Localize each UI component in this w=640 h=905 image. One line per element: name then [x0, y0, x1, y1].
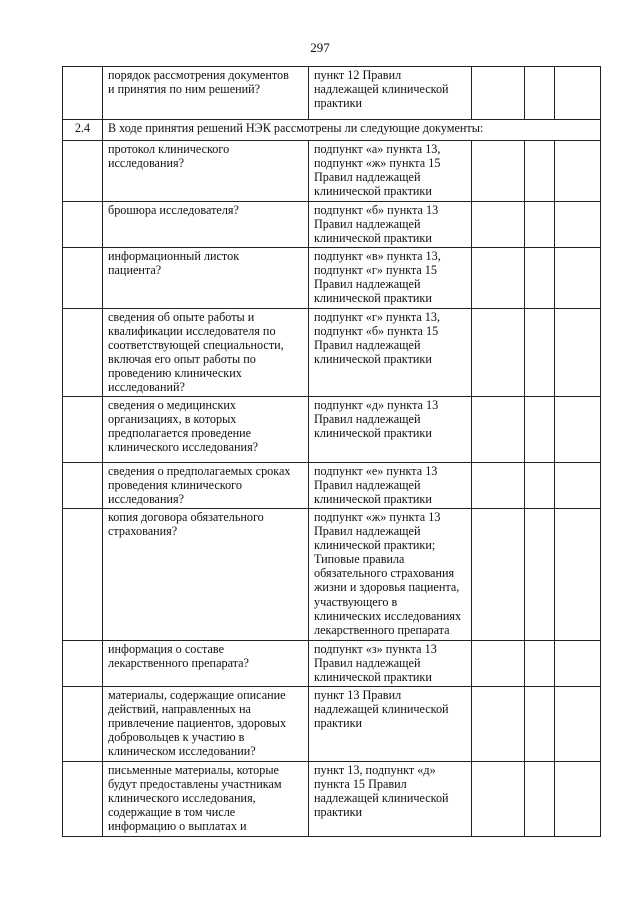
table-row [63, 687, 601, 762]
question-cell: протокол клинического исследования? [103, 141, 309, 202]
number-cell [63, 248, 103, 309]
question-cell: информационный листок пациента? [103, 248, 309, 309]
question-cell: материалы, содержащие описание действий, направленных на привлечение пациентов, здоровых добровольцев к участию в клиническом исследовании? [103, 687, 309, 762]
number-cell [63, 463, 103, 509]
reference-cell: подпункт «ж» пункта 13 Правил надлежащей клинической практики; Типовые правила обязательного страхования жизни и здоровья пациента, участвующего в клинических исследованиях лекарственного препарата [309, 509, 472, 641]
answer-cell-note[interactable] [555, 309, 601, 397]
answer-cell-note[interactable] [555, 762, 601, 837]
answer-cell-note[interactable] [555, 248, 601, 309]
answer-cell-note[interactable] [555, 141, 601, 202]
answer-cell-no[interactable] [525, 248, 555, 309]
checklist-table [62, 66, 601, 837]
number-cell [63, 687, 103, 762]
table-row [63, 202, 601, 248]
question-cell: брошюра исследователя? [103, 202, 309, 248]
question-cell: сведения о медицинских организациях, в которых предполагается проведение клинического исследования? [103, 397, 309, 463]
answer-cell-yes[interactable] [472, 762, 525, 837]
answer-cell-yes[interactable] [472, 397, 525, 463]
number-cell [63, 509, 103, 641]
question-cell: порядок рассмотрения документов и принятия по ним решений? [103, 67, 309, 120]
question-cell: сведения о предполагаемых сроках проведения клинического исследования? [103, 463, 309, 509]
answer-cell-yes[interactable] [472, 509, 525, 641]
answer-cell-yes[interactable] [472, 687, 525, 762]
answer-cell-no[interactable] [525, 309, 555, 397]
reference-cell: подпункт «г» пункта 13, подпункт «б» пункта 15 Правил надлежащей клинической практики [309, 309, 472, 397]
answer-cell-no[interactable] [525, 509, 555, 641]
answer-cell-no[interactable] [525, 762, 555, 837]
number-cell [63, 397, 103, 463]
number-cell [63, 141, 103, 202]
reference-cell: подпункт «е» пункта 13 Правил надлежащей клинической практики [309, 463, 472, 509]
table-row [63, 141, 601, 202]
question-cell: письменные материалы, которые будут предоставлены участникам клинического исследования, содержащие в том числе информацию о выплатах и [103, 762, 309, 837]
reference-cell: подпункт «б» пункта 13 Правил надлежащей клинической практики [309, 202, 472, 248]
number-cell [63, 202, 103, 248]
answer-cell-yes[interactable] [472, 641, 525, 687]
answer-cell-note[interactable] [555, 397, 601, 463]
answer-cell-yes[interactable] [472, 202, 525, 248]
question-cell: копия договора обязательного страхования? [103, 509, 309, 641]
table-row [63, 641, 601, 687]
table-row [63, 509, 601, 641]
table-row [63, 463, 601, 509]
answer-cell-note[interactable] [555, 687, 601, 762]
reference-cell: подпункт «з» пункта 13 Правил надлежащей клинической практики [309, 641, 472, 687]
answer-cell-no[interactable] [525, 687, 555, 762]
table-row [63, 762, 601, 837]
answer-cell-yes[interactable] [472, 463, 525, 509]
table-row [63, 397, 601, 463]
question-cell: сведения об опыте работы и квалификации исследователя по соответствующей специальности, включая его опыт работы по проведению клинических исследований? [103, 309, 309, 397]
reference-cell: пункт 13, подпункт «д» пункта 15 Правил надлежащей клинической практики [309, 762, 472, 837]
answer-cell-note[interactable] [555, 202, 601, 248]
answer-cell-note[interactable] [555, 463, 601, 509]
answer-cell-yes[interactable] [472, 67, 525, 120]
answer-cell-note[interactable] [555, 641, 601, 687]
question-cell: информация о составе лекарственного препарата? [103, 641, 309, 687]
answer-cell-yes[interactable] [472, 141, 525, 202]
page-number: 297 [310, 40, 330, 55]
answer-cell-yes[interactable] [472, 309, 525, 397]
answer-cell-yes[interactable] [472, 248, 525, 309]
answer-cell-no[interactable] [525, 202, 555, 248]
section-row [63, 120, 601, 141]
answer-cell-no[interactable] [525, 641, 555, 687]
reference-cell: пункт 13 Правил надлежащей клинической практики [309, 687, 472, 762]
reference-cell: подпункт «а» пункта 13, подпункт «ж» пункта 15 Правил надлежащей клинической практики [309, 141, 472, 202]
answer-cell-no[interactable] [525, 141, 555, 202]
table-row [63, 67, 601, 120]
section-heading: В ходе принятия решений НЭК рассмотрены ли следующие документы: [103, 120, 601, 141]
table-row [63, 248, 601, 309]
reference-cell: подпункт «д» пункта 13 Правил надлежащей клинической практики [309, 397, 472, 463]
answer-cell-note[interactable] [555, 509, 601, 641]
section-number: 2.4 [63, 120, 103, 141]
answer-cell-no[interactable] [525, 67, 555, 120]
answer-cell-note[interactable] [555, 67, 601, 120]
number-cell [63, 641, 103, 687]
table-row [63, 309, 601, 397]
number-cell [63, 309, 103, 397]
reference-cell: пункт 12 Правил надлежащей клинической практики [309, 67, 472, 120]
reference-cell: подпункт «в» пункта 13, подпункт «г» пункта 15 Правил надлежащей клинической практики [309, 248, 472, 309]
number-cell [63, 67, 103, 120]
answer-cell-no[interactable] [525, 397, 555, 463]
number-cell [63, 762, 103, 837]
answer-cell-no[interactable] [525, 463, 555, 509]
